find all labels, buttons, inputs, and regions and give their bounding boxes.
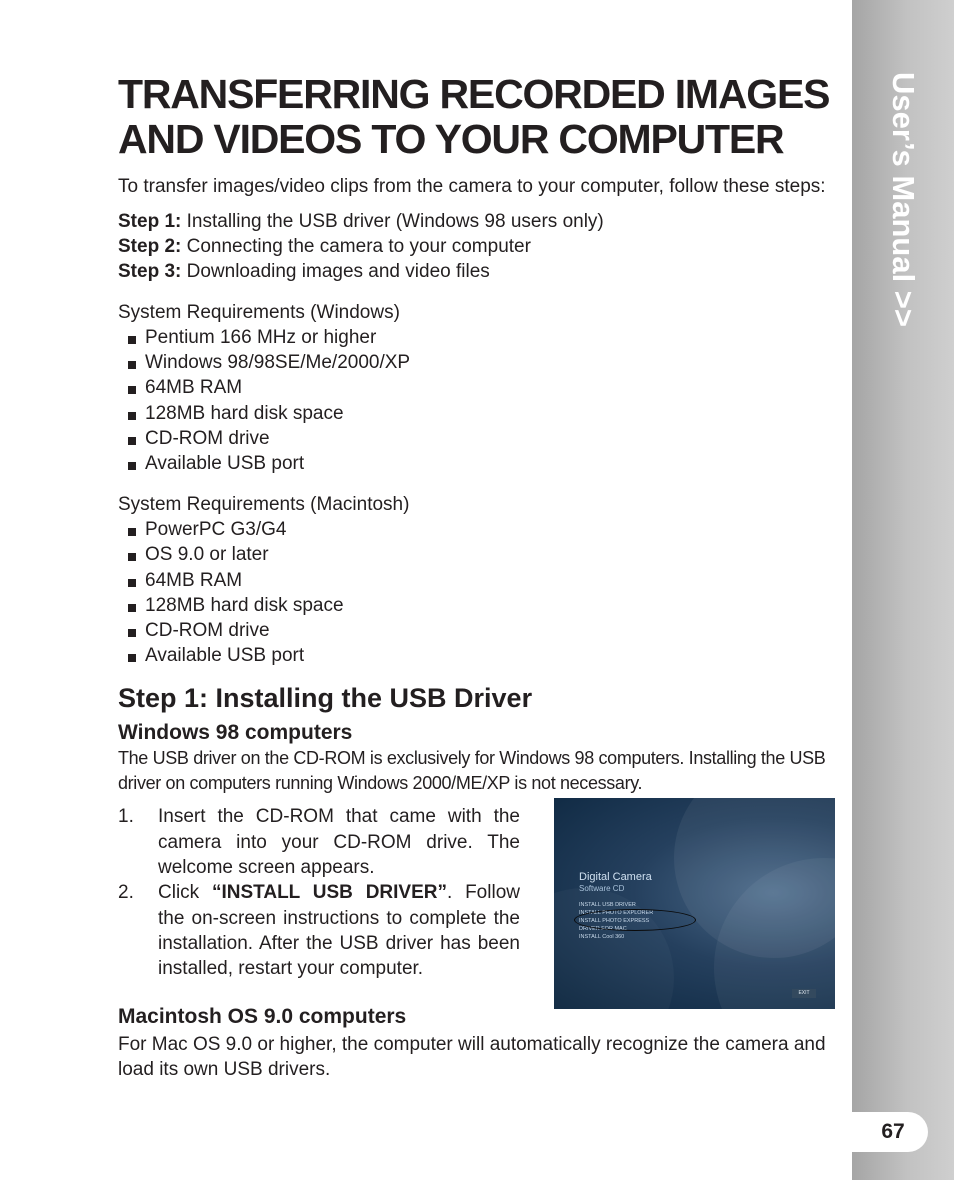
instructions-block (118, 804, 838, 997)
step-item (118, 259, 838, 284)
step-text: Connecting the camera to your computer (181, 236, 531, 257)
square-bullet-icon (128, 629, 136, 637)
square-bullet-icon (128, 361, 136, 369)
list-item (118, 350, 838, 375)
instruction-highlight: “INSTALL USB DRIVER” (211, 882, 447, 904)
square-bullet-icon (128, 604, 136, 612)
screenshot-menu-item: INSTALL USB DRIVER (579, 902, 636, 909)
square-bullet-icon (128, 528, 136, 536)
instruction-item (118, 880, 520, 981)
page-title-line-2: AND VIDEOS TO YOUR COMPUTER (118, 116, 784, 162)
square-bullet-icon (128, 462, 136, 470)
list-item (118, 618, 838, 643)
square-bullet-icon (128, 412, 136, 420)
windows-requirements-heading: System Requirements (Windows) (118, 302, 400, 323)
section-title: Step 1: Installing the USB Driver (118, 683, 533, 714)
list-item (118, 375, 838, 400)
list-item-text: 64MB RAM (145, 377, 243, 399)
screenshot-menu-item: INSTALL Cool 360 (579, 933, 625, 940)
list-item-text: 128MB hard disk space (145, 594, 344, 616)
screenshot-menu-item: DRIVER FOR MAC (579, 925, 627, 932)
instruction-number: 2. (118, 882, 134, 904)
square-bullet-icon (128, 386, 136, 394)
windows-requirements-list (118, 325, 838, 476)
list-item-text: Pentium 166 MHz or higher (145, 327, 377, 348)
list-item (118, 426, 838, 451)
page-title-line-1: TRANSFERRING RECORDED IMAGES (118, 71, 830, 117)
list-item-text: CD-ROM drive (145, 427, 270, 449)
mac-requirements-list (118, 517, 838, 668)
list-item (118, 325, 838, 350)
page-title (118, 72, 838, 162)
list-item (118, 451, 838, 476)
step-label: Step 1: (118, 211, 182, 232)
screenshot-menu-item: INSTALL PHOTO EXPLORER (579, 910, 654, 917)
step-text: Downloading images and video files (181, 261, 490, 282)
windows98-heading: Windows 98 computers (118, 721, 353, 745)
instruction-item (118, 804, 520, 880)
list-item (118, 593, 838, 618)
screenshot-title: Digital Camera (579, 871, 652, 884)
windows98-text: The USB driver on the CD-ROM is exclusively for Windows 98 computers. Installing the USB driver on computers running Windows 2000/ME/XP is not necessary. (118, 748, 826, 794)
screenshot-subtitle: Software CD (579, 884, 625, 894)
step-item (118, 234, 838, 259)
list-item-text: PowerPC G3/G4 (145, 519, 287, 541)
step-item (118, 209, 838, 234)
list-item (118, 542, 838, 567)
square-bullet-icon (128, 579, 136, 587)
list-item-text: Available USB port (145, 645, 305, 667)
instruction-text-pre: Click (158, 882, 212, 904)
sidebar-title: User’s Manual >> (886, 72, 921, 328)
screenshot-menu-item: INSTALL PHOTO EXPRESS (579, 918, 650, 925)
list-item-text: 64MB RAM (145, 569, 243, 591)
instruction-text: Insert the CD-ROM that came with the camera into your CD-ROM drive. The welcome screen appears. (158, 806, 520, 879)
square-bullet-icon (128, 437, 136, 445)
list-item-text: 128MB hard disk space (145, 402, 344, 424)
step-label: Step 2: (118, 236, 182, 257)
list-item (118, 643, 838, 668)
instructions-list (118, 804, 520, 981)
list-item-text: CD-ROM drive (145, 620, 270, 642)
list-item-text: Windows 98/98SE/Me/2000/XP (145, 352, 411, 374)
list-item-text: Available USB port (145, 453, 305, 475)
macintosh-heading: Macintosh OS 9.0 computers (118, 1005, 407, 1029)
instruction-number: 1. (118, 806, 134, 828)
main-content (118, 72, 838, 1082)
square-bullet-icon (128, 654, 136, 662)
list-item (118, 517, 838, 542)
step-label: Step 3: (118, 261, 182, 282)
list-item (118, 568, 838, 593)
mac-requirements-heading: System Requirements (Macintosh) (118, 494, 410, 516)
square-bullet-icon (128, 553, 136, 561)
list-item (118, 401, 838, 426)
screenshot-exit-button: EXIT (792, 989, 816, 998)
step-text: Installing the USB driver (Windows 98 users only) (181, 211, 604, 232)
list-item-text: OS 9.0 or later (145, 544, 269, 566)
macintosh-text: For Mac OS 9.0 or higher, the computer will automatically recognize the camera and load its own USB drivers. (118, 1034, 826, 1081)
steps-list (118, 209, 838, 284)
intro-text: To transfer images/video clips from the camera to your computer, follow these steps: (118, 176, 826, 197)
installer-screenshot (554, 798, 835, 1009)
square-bullet-icon (128, 336, 136, 344)
instruction-text-post: . Follow the on-screen instructions to complete the installation. After the USB driver has been installed, restart your computer. (158, 882, 520, 980)
page-number: 67 (852, 1112, 928, 1152)
